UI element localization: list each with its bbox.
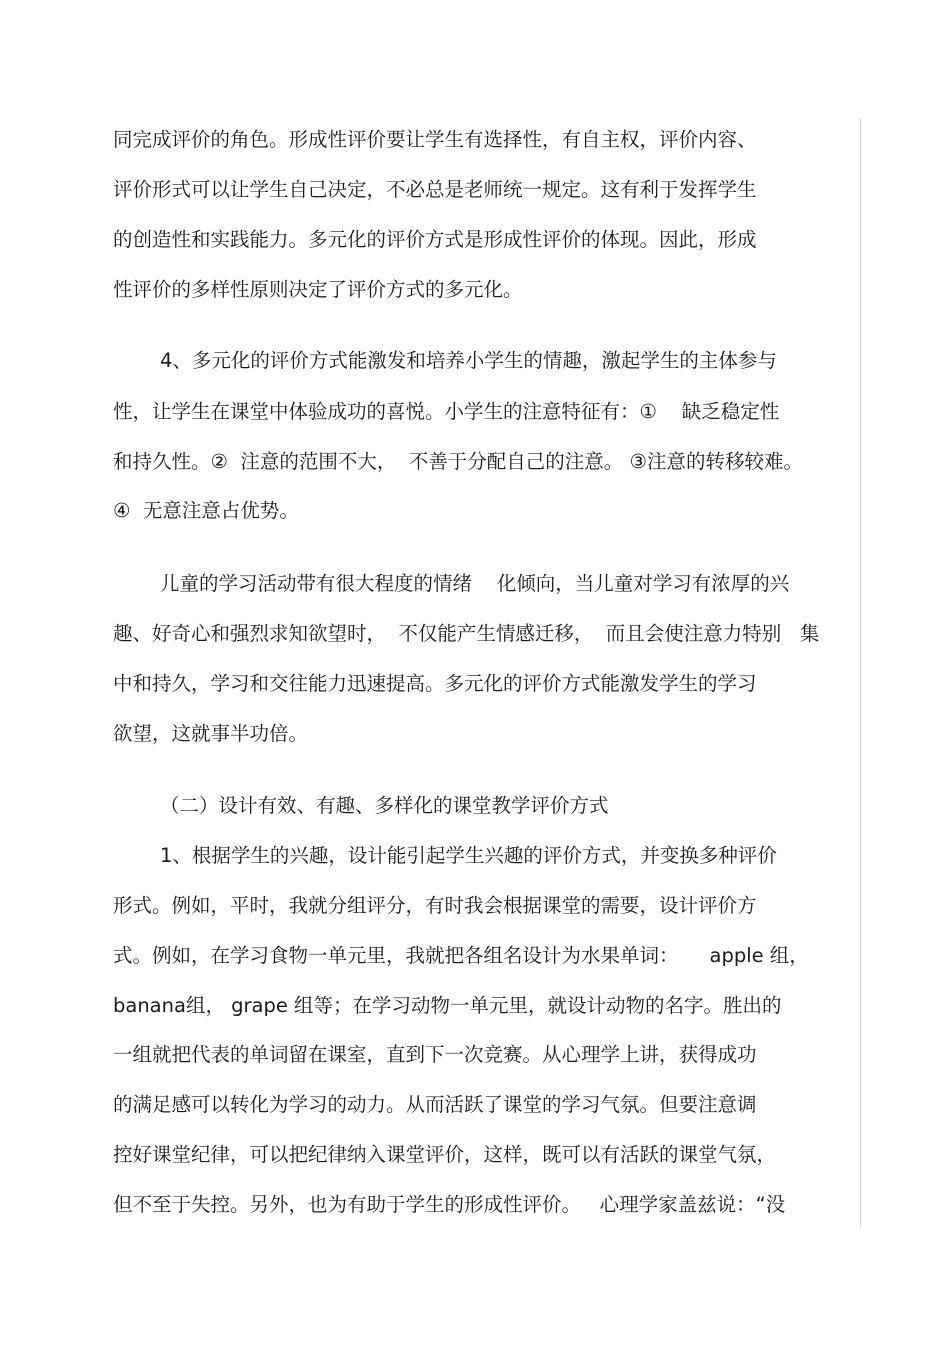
text-line: 的满足感可以转化为学习的动力。从而活跃了课堂的学习气氛。但要注意调	[113, 1093, 757, 1116]
text-line: 4、多元化的评价方式能激发和培养小学生的情趣，激起学生的主体参与	[160, 349, 777, 372]
text-line: 评价形式可以让学生自己决定，不必总是老师统一规定。这有利于发挥学生	[113, 178, 757, 201]
text-line: 形式。例如，平时，我就分组评分，有时我会根据课堂的需要，设计评价方	[113, 894, 757, 917]
section-heading: （二）设计有效、有趣、多样化的课堂教学评价方式	[160, 794, 609, 817]
text-line: 儿童的学习活动带有很大程度的情绪 化倾向，当儿童对学习有浓厚的兴	[160, 572, 790, 595]
text-line: 式。例如，在学习食物一单元里，我就把各组名设计为水果单词： apple 组，	[113, 944, 809, 967]
text-line: ④ 无意注意占优势。	[113, 499, 299, 522]
text-line: 性评价的多样性原则决定了评价方式的多元化。	[113, 278, 523, 301]
text-line: 欲望，这就事半功倍。	[113, 722, 309, 745]
text-line: 性，让学生在课堂中体验成功的喜悦。小学生的注意特征有：① 缺乏稳定性	[113, 400, 780, 423]
text-line: 一组就把代表的单词留在课室，直到下一次竞赛。从心理学上讲，获得成功	[113, 1043, 757, 1066]
text-line: 中和持久，学习和交往能力迅速提高。多元化的评价方式能激发学生的学习	[113, 672, 757, 695]
text-line: 的创造性和实践能力。多元化的评价方式是形成性评价的体现。因此，形成	[113, 228, 757, 251]
text-line: 和持久性。② 注意的范围不大， 不善于分配自己的注意。 ③注意的转移较难。	[113, 450, 803, 473]
text-line: 但不至于失控。另外，也为有助于学生的形成性评价。 心理学家盖兹说：“没	[113, 1193, 786, 1216]
text-line: 同完成评价的角色。形成性评价要让学生有选择性，有自主权，评价内容、	[113, 128, 757, 151]
text-line: 1、根据学生的兴趣，设计能引起学生兴趣的评价方式，并变换多种评价	[160, 844, 777, 867]
text-line: 控好课堂纪律，可以把纪律纳入课堂评价，这样，既可以有活跃的课堂气氛，	[113, 1143, 777, 1166]
page-edge-divider	[860, 118, 861, 1228]
text-line: 趣、好奇心和强烈求知欲望时， 不仅能产生情感迁移， 而且会使注意力特别 集	[113, 622, 820, 645]
text-line: banana组， grape 组等；在学习动物一单元里，就设计动物的名字。胜出的	[113, 994, 782, 1017]
